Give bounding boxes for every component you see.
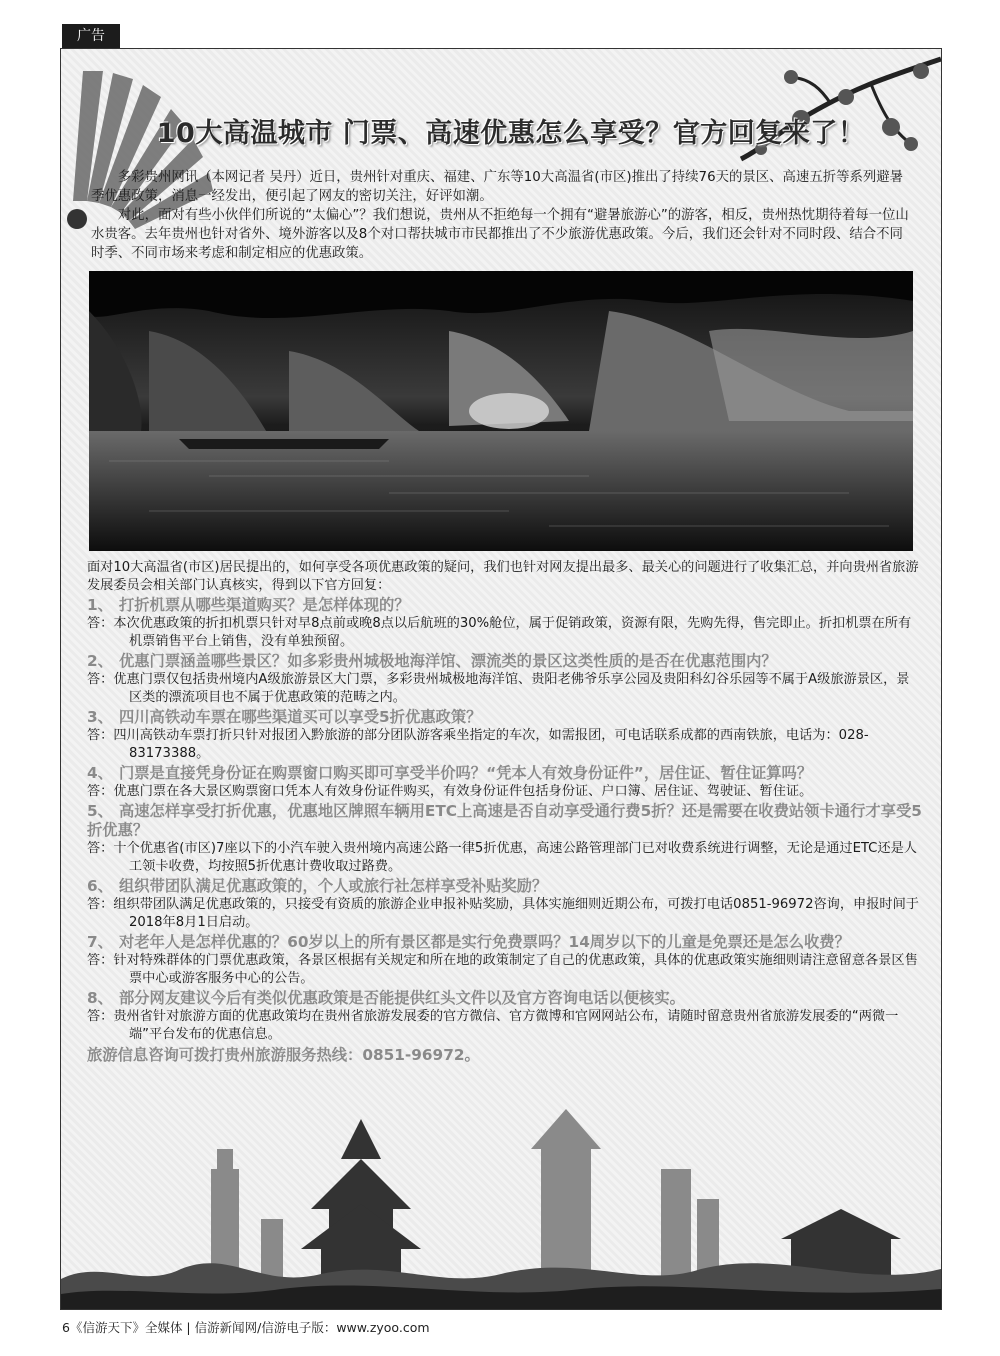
question-1: 1、 打折机票从哪些渠道购买？是怎样体现的？ [87, 596, 410, 614]
intro-paragraph: 多彩贵州网讯（本网记者 吴丹）近日，贵州针对重庆、福建、广东等10大高温省(市区)推出了持续76天的景区、高速五折等系列避暑季优惠政策，消息一经发出，便引起了网友的密切关注，好评如潮。 [91, 170, 904, 204]
question-7: 7、 对老年人是怎样优惠的？60岁以上的所有景区都是实行免费票吗？14周岁以下的儿童是免票还是怎么收费？ [87, 933, 850, 951]
answer-6: 答：组织带团队满足优惠政策的，只接受有资质的旅游企业申报补贴奖励，具体实施细则近期公布，可拨打电话0851-96972咨询，申报时间于2018年8月1日启动。 [87, 897, 919, 930]
page-footer: 6《信游天下》全媒体 | 信游新闻网/信游电子版：www.zyoo.com [62, 1320, 430, 1335]
answer-1: 答：本次优惠政策的折扣机票只针对早8点前或晚8点以后航班的30%舱位，属于促销政策，资源有限，先购先得，售完即止。折扣机票在所有机票销售平台上销售，没有单独预留。 [87, 616, 912, 649]
ad-tag: 广告 [62, 24, 120, 48]
answer-5: 答：十个优惠省(市区)7座以下的小汽车驶入贵州境内高速公路一律5折优惠，高速公路管理部门已对收费系统进行调整，无论是通过ETC还是人工领卡收费，均按照5折优惠计费收取过路费。 [87, 841, 917, 874]
karst-cave-lake-photo [89, 271, 913, 551]
hotline-text: 旅游信息咨询可拨打贵州旅游服务热线：0851-96972。 [87, 1046, 480, 1064]
question-8: 8、 部分网友建议今后有类似优惠政策是否能提供红头文件以及官方咨询电话以便核实。 [87, 989, 685, 1007]
answer-4: 答：优惠门票在各大景区购票窗口凭本人有效身份证件购买，有效身份证件包括身份证、户口簿、居住证、驾驶证、暂住证。 [87, 784, 813, 799]
qa-lead: 面对10大高温省(市区)居民提出的，如何享受各项优惠政策的疑问，我们也针对网友提出最多、最关心的问题进行了收集汇总，并向贵州省旅游发展委员会相关部门认真核实，得到以下官方回复： [87, 560, 919, 593]
ad-frame [60, 48, 942, 1310]
qa-section [87, 559, 922, 1064]
question-3: 3、 四川高铁动车票在哪些渠道买可以享受5折优惠政策？ [87, 708, 482, 726]
question-4: 4、 门票是直接凭身份证在购票窗口购买即可享受半价吗？“凭本人有效身份证件”，居住证、暂住证算吗？ [87, 764, 813, 782]
question-6: 6、 组织带团队满足优惠政策的，个人或旅行社怎样享受补贴奖励？ [87, 877, 548, 895]
intro-paragraph: 对此，面对有些小伙伴们所说的“太偏心”？我们想说，贵州从不拒绝每一个拥有“避暑旅游心”的游客，相反，贵州热忱期待着每一位山水贵客。去年贵州也针对省外、境外游客以及8个对口帮扶城市市民都推出了不少旅游优惠政策。今后，我们还会针对不同时段、结合不同时季、不同市场来考虑和制定相应的优惠政策。 [91, 208, 909, 261]
intro-text [91, 168, 913, 263]
question-2: 2、 优惠门票涵盖哪些景区？如多彩贵州城极地海洋馆、漂流类的景区这类性质的是否在优惠范围内？ [87, 652, 777, 670]
guiyang-skyline-illustration [61, 1089, 941, 1309]
headline: 10大高温城市 门票、高速优惠怎么享受？官方回复来了！ [156, 118, 866, 149]
answer-7: 答：针对特殊群体的门票优惠政策，各景区根据有关规定和所在地的政策制定了自己的优惠政策，具体的优惠政策实施细则请注意留意各景区售票中心或游客服务中心的公告。 [87, 953, 918, 986]
question-5: 5、 高速怎样享受打折优惠，优惠地区牌照车辆用ETC上高速是否自动享受通行费5折？还是需要在收费站领卡通行才享受5折优惠？ [87, 802, 922, 839]
answer-8: 答：贵州省针对旅游方面的优惠政策均在贵州省旅游发展委的官方微信、官方微博和官网网站公布，请随时留意贵州省旅游发展委的“两微一端”平台发布的优惠信息。 [87, 1009, 899, 1042]
answer-2: 答：优惠门票仅包括贵州境内A级旅游景区大门票，多彩贵州城极地海洋馆、贵阳老佛爷乐享公园及贵阳科幻谷乐园等不属于A级旅游景区，景区类的漂流项目也不属于优惠政策的范畴之内。 [87, 672, 910, 705]
answer-3: 答：四川高铁动车票打折只针对报团入黔旅游的部分团队游客乘坐指定的车次，如需报团，可电话联系成都的西南铁旅，电话为：028-83173388。 [87, 728, 869, 761]
